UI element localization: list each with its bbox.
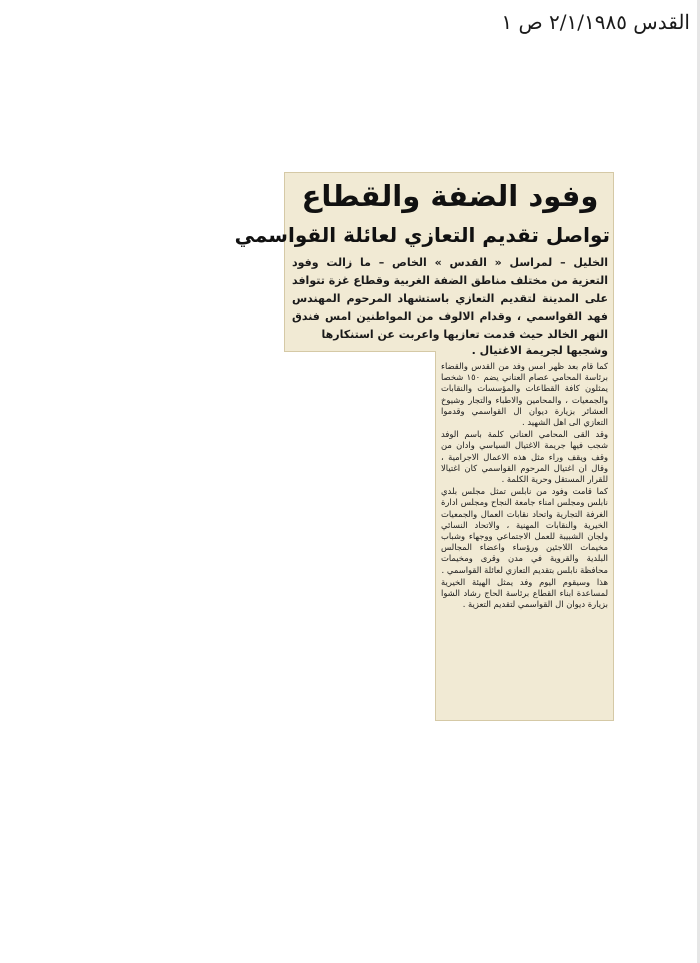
article-lead: الخليل – لمراسل « القدس » الخاص – ما زالت وفود التعزية من مختلف مناطق الضفة الغربية وقطاع غزة تتوافد على المدينة لتقديم التعازي باستشهاد المرحوم المهندس فهد القواسمي ، وقدام الالوف من المواطنين امس فندق النهر الخالد حيث قدمت تعازيها واعربت عن استنكارها	[292, 256, 608, 341]
article-subheadline: تواصل تقديم التعازي لعائلة القواسمي	[234, 223, 610, 247]
article-paragraph: كما قامت وفود من نابلس تمثل مجلس بلدي نابلس ومجلس امناء جامعة النجاح ومجلس ادارة الغرفة التجارية واتحاد نقابات العمال والجمعيات الخيرية والنقابات المهنية ، والاتحاد النسائي ولجان الشبيبة للعمل الاجتماعي ووجهاء وشباب مخيمات اللاجئين ورؤساء واعضاء المجالس البلدية والقروية في مدن وقرى ومخيمات محافظة نابلس بتقديم التعازي لعائلة القواسمي .	[441, 486, 608, 575]
article-lead-closing: وشجبها لجريمة الاغتيال .	[471, 344, 608, 357]
article-paragraph: كما قام بعد ظهر امس وفد من القدس والقضاء برئاسة المحامي عصام العناني يضم ١٥٠ شخصا يمثلون كافة القطاعات والمؤسسات والنقابات والجمعيات ، والمحامين والاطباء والتجار وشيوخ العشائر بزيارة ديوان ال القواسمي وقدموا التعازي الى اهل الشهيد .	[441, 361, 608, 428]
article-paragraph: هذا وسيقوم اليوم وفد يمثل الهيئة الخيرية لمساعدة ابناء القطاع برئاسة الحاج رشاد الشوا بزيارة ديوان ال القواسمي لتقديم التعزية .	[441, 576, 608, 610]
article-paragraph: وقد القى المحامي العناني كلمة باسم الوفد شجب فيها جريمة الاغتيال السياسي وادان من وقف ويقف وراء مثل هذه الاعمال الاجرامية ، وقال ان اغتيال المرحوم القواسمي كان اغتيالا للقرار المستقل وحرية الكلمة .	[441, 429, 608, 485]
article-headline: وفود الضفة والقطاع	[301, 179, 599, 213]
handwritten-source-note: القدس ٢/١/١٩٨٥ ص ١	[501, 10, 690, 34]
article-body-column	[441, 361, 608, 611]
